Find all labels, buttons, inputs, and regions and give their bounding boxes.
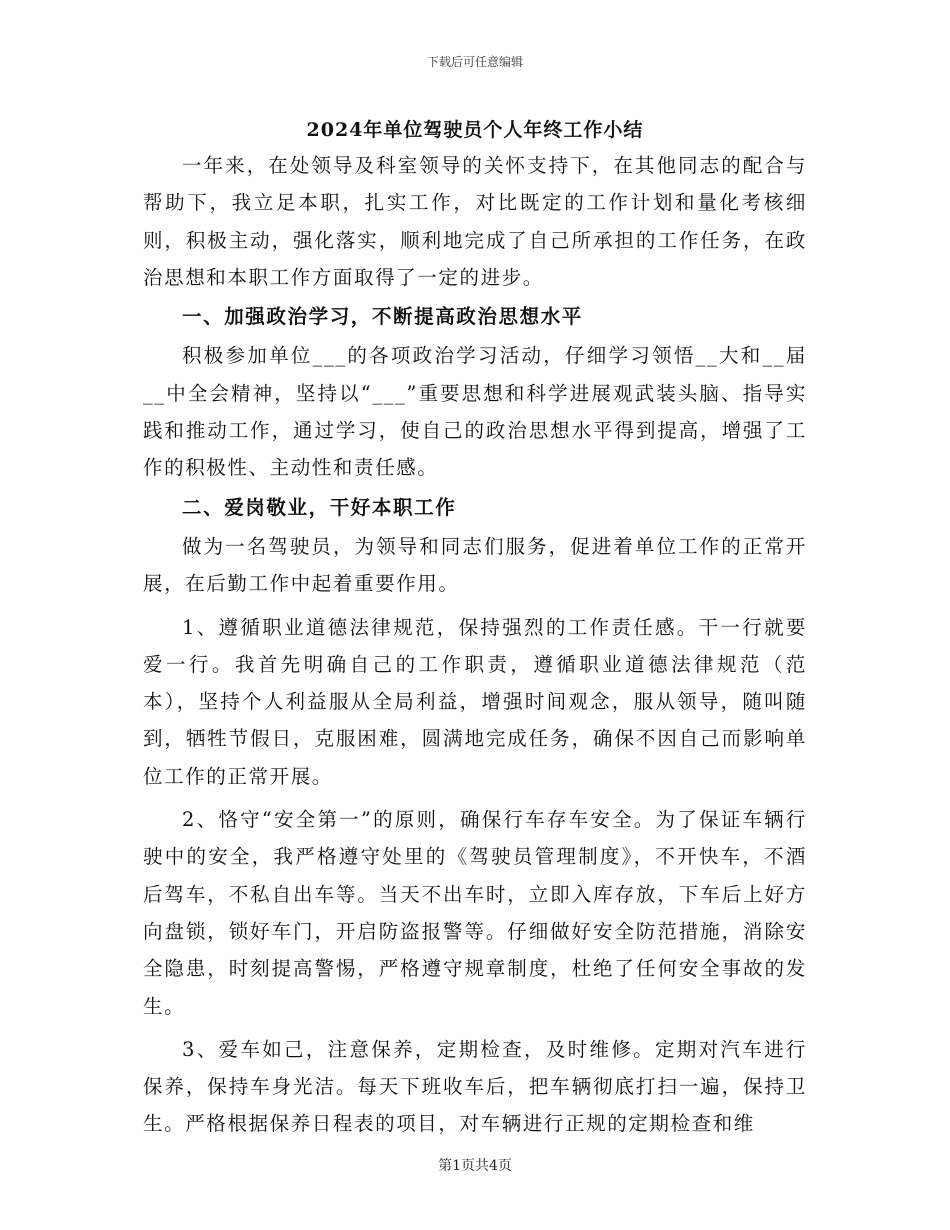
section-2-paragraph: 做为一名驾驶员，为领导和同志们服务，促进着单位工作的正常开展，在后勤工作中起着重要作用。 [143, 534, 807, 596]
page-header-note: 下载后可任意编辑 [426, 55, 523, 69]
section-1-paragraph: 积极参加单位___的各项政治学习活动，仔细学习领悟__大和__届__中全会精神，坚持以“___”重要思想和科学进展观武装头脑、指导实践和推动工作，通过学习，使自己的政治思想水平得到提高，增强了工作的积极性、主动性和责任感。 [143, 344, 807, 480]
list-item-1: 1、遵循职业道德法律规范，保持强烈的工作责任感。干一行就要爱一行。我首先明确自己的工作职责，遵循职业道德法律规范（范本），坚持个人利益服从全局利益，增强时间观念，服从领导，随叫随到，牺牲节假日，克服困难，圆满地完成任务，确保不因自己而影响单位工作的正常开展。 [143, 615, 807, 788]
intro-paragraph: 一年来，在处领导及科室领导的关怀支持下，在其他同志的配合与帮助下，我立足本职，扎实工作，对比既定的工作计划和量化考核细则，积极主动，强化落实，顺利地完成了自己所承担的工作任务，在政治思想和本职工作方面取得了一定的进步。 [143, 154, 807, 289]
document-title: 2024年单位驾驶员个人年终工作小结 [306, 119, 644, 141]
list-item-3: 3、爱车如己，注意保养，定期检查，及时维修。定期对汽车进行保养，保持车身光洁。每天下班收车后，把车辆彻底打扫一遍，保持卫生。严格根据保养日程表的项目，对车辆进行正规的定期检查和维 [143, 1037, 807, 1136]
document-body [143, 147, 807, 1143]
section-heading-2: 二、爱岗敬业，干好本职工作 [182, 495, 457, 519]
list-item-2: 2、恪守“安全第一”的原则，确保行车存车安全。为了保证车辆行驶中的安全，我严格遵守处里的《驾驶员管理制度》，不开快车，不酒后驾车，不私自出车等。当天不出车时，立即入库存放，下车后上好方向盘锁，锁好车门，开启防盗报警等。仔细做好安全防范措施，消除安全隐患，时刻提高警惕，严格遵守规章制度，杜绝了任何安全事故的发生。 [143, 808, 807, 1018]
page-number: 第1页共4页 [438, 1158, 512, 1174]
section-heading-1: 一、加强政治学习，不断提高政治思想水平 [182, 305, 583, 329]
